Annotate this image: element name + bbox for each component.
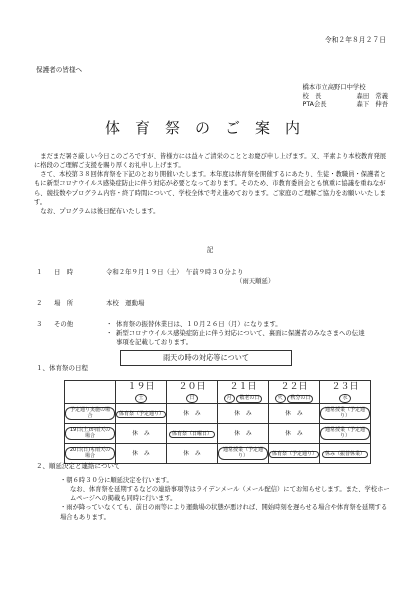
document-date: 令和２年８月２７日 bbox=[324, 36, 386, 44]
intro-paragraph: まだまだ暑さ厳しい今日このごろですが、皆様方には益々ご清栄のこととお慶び申し上げます。又、平素より本校教育発展に格段のご理解ご支援を賜り厚くお礼申し上げます。 bbox=[34, 153, 387, 170]
sender-role: 校 長 bbox=[302, 92, 322, 100]
schedule-cell bbox=[116, 404, 167, 424]
schedule-cell: 休 み bbox=[167, 444, 218, 464]
schedule-cell: 休 み bbox=[269, 404, 320, 424]
intro-text bbox=[34, 152, 388, 216]
ki-heading: 記 bbox=[206, 246, 214, 254]
holiday-tag: 敬老の日 bbox=[236, 395, 262, 403]
schedule-cell bbox=[218, 444, 269, 464]
cell-label: 通常授業（予定通り） bbox=[320, 407, 370, 420]
schedule-row bbox=[65, 404, 371, 424]
page-title: 体育祭のご案内 bbox=[104, 119, 315, 137]
weekday: 火 bbox=[275, 394, 286, 403]
other-items bbox=[106, 320, 366, 348]
corner-cell bbox=[65, 381, 116, 404]
weekday: 水 bbox=[339, 394, 350, 403]
contact-line: ・朝６時３０分に順延決定を行います。 bbox=[60, 477, 173, 484]
detail-label: 場 所 bbox=[54, 298, 74, 307]
contact-text bbox=[60, 476, 390, 522]
details-list bbox=[36, 268, 366, 360]
intro-paragraph: なお、プログラムは後日配布いたします。 bbox=[40, 207, 160, 215]
addressee: 保護者の皆様へ bbox=[36, 66, 83, 74]
detail-label: 日 時 bbox=[54, 268, 74, 276]
day-date: ２１日 bbox=[229, 382, 257, 392]
detail-number: １ bbox=[36, 268, 43, 276]
day-date: ２３日 bbox=[331, 382, 359, 392]
schedule-row bbox=[65, 444, 371, 464]
contact-line: なお、体育祭を延期するなどの連絡事項等はライデンメール（メール配信）にてお知らせします。また、学校ホームページへの掲載も同時に行います。 bbox=[70, 486, 390, 503]
cell-label: 体育祭（予定通り） bbox=[269, 451, 319, 459]
schedule-table bbox=[64, 380, 371, 464]
sender-row bbox=[303, 93, 388, 102]
intro-paragraph: さて、本校第３８回体育祭を下記のとおり開催いたします。本年度は体育祭を開催するにあたり、生徒・教職員・保護者ともに新型コロナウイルス感染症防止に伴う対応が必要となっております。そのため、市教育委員会とも慎重に協議を重ねながら、競技数やプログラム内容・終了時間について、学校全体で考え進めております。ご家庭のご理解ご協力をお願いいたします。 bbox=[34, 171, 386, 206]
weekday: 月 bbox=[224, 394, 235, 403]
detail-label: その他 bbox=[54, 319, 74, 328]
schedule-cell bbox=[320, 424, 371, 444]
sender-role: PTA会長 bbox=[302, 101, 327, 108]
cell-label: 休み（振替休業） bbox=[322, 451, 368, 459]
schedule-cell bbox=[320, 444, 371, 464]
schedule-cell bbox=[167, 424, 218, 444]
schedule-cell: 休 み bbox=[116, 444, 167, 464]
day-date: ２０日 bbox=[178, 382, 206, 392]
detail-number: ２ bbox=[36, 298, 43, 307]
day-date: １９日 bbox=[127, 382, 155, 392]
row-header bbox=[65, 444, 116, 464]
row-header-label: 19日(土)が雨天の場合 bbox=[65, 427, 115, 440]
detail-number: ３ bbox=[36, 319, 43, 328]
rain-postpone-note: （雨天順延） bbox=[236, 277, 275, 286]
datetime-value: 令和２年９月１９日（土） 午前９時３０分より bbox=[106, 268, 244, 276]
detail-datetime bbox=[36, 268, 366, 287]
holiday-tag: 秋分の日 bbox=[287, 395, 313, 403]
section-contact-heading: ２、順延決定と連絡について bbox=[36, 462, 121, 470]
schedule-row bbox=[65, 424, 371, 444]
cell-label: 体育祭（予定通り） bbox=[116, 411, 166, 419]
cell-label: 通常授業（予定通り） bbox=[320, 427, 370, 440]
section-schedule-heading: １、体育祭の日程 bbox=[36, 364, 88, 372]
schedule-cell bbox=[269, 444, 320, 464]
sender-name: 森下 伸吾 bbox=[356, 101, 388, 108]
day-header bbox=[167, 381, 218, 404]
other-item: ・ 新型コロナウイルス感染症防止に伴う対応について、裏面に保護者のみなさまへの伝達事項を記載しております。 bbox=[116, 329, 366, 348]
schedule-header-row bbox=[65, 381, 371, 404]
other-item: ・ 体育祭の振替休業日は、１０月２６日（月）になります。 bbox=[116, 320, 366, 329]
cell-label: 通常授業（予定通り） bbox=[218, 447, 268, 460]
row-header-label: 予定通り実施の場合 bbox=[65, 407, 115, 420]
rain-policy-heading: 雨天の時の対応等について bbox=[120, 350, 292, 366]
row-header bbox=[65, 424, 116, 444]
schedule-cell bbox=[320, 404, 371, 424]
schedule-cell: 休 み bbox=[167, 404, 218, 424]
school-name: 橋本市立高野口中学校 bbox=[302, 84, 366, 91]
day-header bbox=[269, 381, 320, 404]
weekday: 土 bbox=[135, 394, 146, 403]
row-header bbox=[65, 404, 116, 424]
schedule-cell: 休 み bbox=[269, 424, 320, 444]
sender-name: 森田 常義 bbox=[356, 92, 388, 100]
day-header bbox=[320, 381, 371, 404]
schedule-cell: 休 み bbox=[218, 424, 269, 444]
detail-place bbox=[36, 299, 366, 308]
sender-row bbox=[303, 101, 388, 110]
day-date: ２２日 bbox=[280, 382, 308, 392]
detail-other bbox=[36, 320, 366, 348]
contact-line: ・雨が降っていなくても、前日の雨等により運動場の状態が悪ければ、開始時刻を遅らせる場合や体育祭を延期する場合もあります。 bbox=[60, 504, 388, 521]
place-value: 本校 運動場 bbox=[106, 298, 145, 307]
schedule-cell: 休 み bbox=[116, 424, 167, 444]
cell-label: 体育祭（日曜日） bbox=[169, 431, 215, 439]
weekday: 日 bbox=[186, 394, 197, 403]
day-header bbox=[218, 381, 269, 404]
day-header bbox=[116, 381, 167, 404]
schedule-cell: 休 み bbox=[218, 404, 269, 424]
sender-block bbox=[303, 84, 388, 110]
detail-value bbox=[106, 268, 274, 287]
row-header-label: 20日(日)も雨天の場合 bbox=[65, 447, 115, 460]
